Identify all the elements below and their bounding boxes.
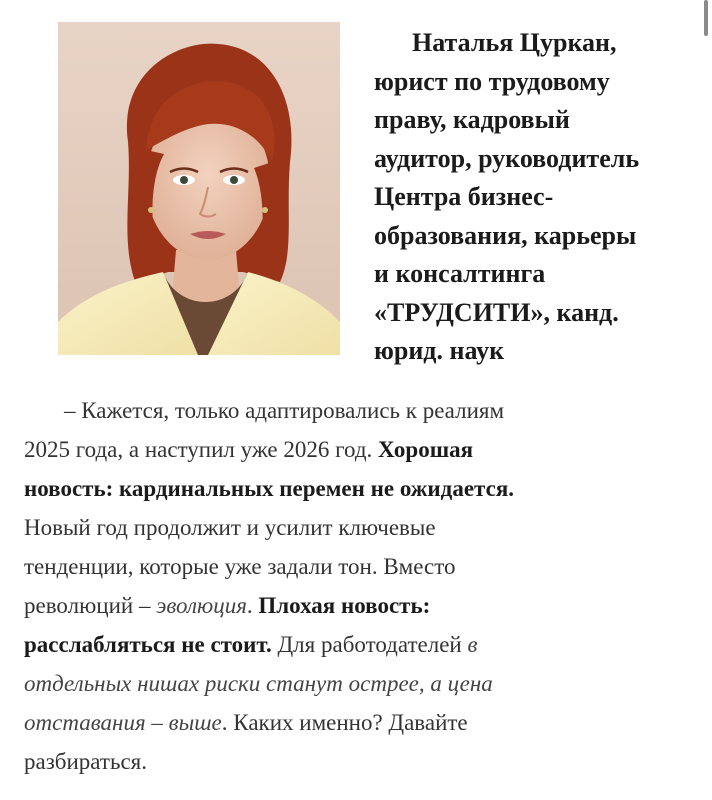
article-bold-text: Хорошая <box>378 437 474 462</box>
bio-line: праву, кадровый <box>374 105 570 134</box>
article-line <box>24 664 696 703</box>
bio-line: Наталья Цуркан, <box>412 28 617 57</box>
article-text: разбираться. <box>24 749 147 774</box>
author-bio <box>374 24 694 371</box>
article-line <box>24 703 696 742</box>
article-bold-text: расслабляться не стоит. <box>24 632 272 657</box>
article-line <box>24 469 696 508</box>
article-italic-text: эволюция <box>156 593 247 618</box>
scrollbar[interactable] <box>704 0 708 36</box>
article-line <box>24 586 696 625</box>
bio-line: юрид. наук <box>374 336 505 365</box>
article-italic-text: отставания – выше <box>24 710 222 735</box>
article-line <box>24 391 696 430</box>
article-line <box>24 430 696 469</box>
article-line <box>24 742 696 781</box>
article-paragraph <box>24 391 696 781</box>
bio-line: «ТРУДСИТИ», канд. <box>374 297 619 327</box>
article-text: 2025 года, а наступил уже 2026 год. <box>24 437 379 462</box>
article-text: революций – <box>24 593 157 618</box>
article-text: – Кажется, только адаптировались к реалиям <box>64 398 505 423</box>
bio-line: юрист по трудовому <box>374 66 610 96</box>
article-line <box>24 508 696 547</box>
bio-line: Центра бизнес- <box>374 182 554 211</box>
article-text: тенденции, которые уже задали тон. Вместо <box>24 554 456 579</box>
bio-line: и консалтинга <box>374 259 546 288</box>
article-bold-text: новость: кардинальных перемен не ожидается. <box>24 476 515 501</box>
article-italic-text: в <box>467 632 478 657</box>
bio-line: аудитор, руководитель <box>374 143 640 173</box>
article-italic-text: отдельных нишах риски станут острее, а цена <box>24 671 493 696</box>
author-photo <box>58 22 340 355</box>
article-bold-text: Плохая новость: <box>258 593 431 618</box>
article-text: Для работодателей <box>271 632 468 657</box>
article-text: . <box>246 593 259 618</box>
bio-line: образования, карьеры <box>374 220 637 250</box>
article-line <box>24 547 696 586</box>
article-text: Новый год продолжит и усилит ключевые <box>24 515 436 540</box>
article-line <box>24 625 696 664</box>
article-text: . Каких именно? Давайте <box>221 710 468 735</box>
